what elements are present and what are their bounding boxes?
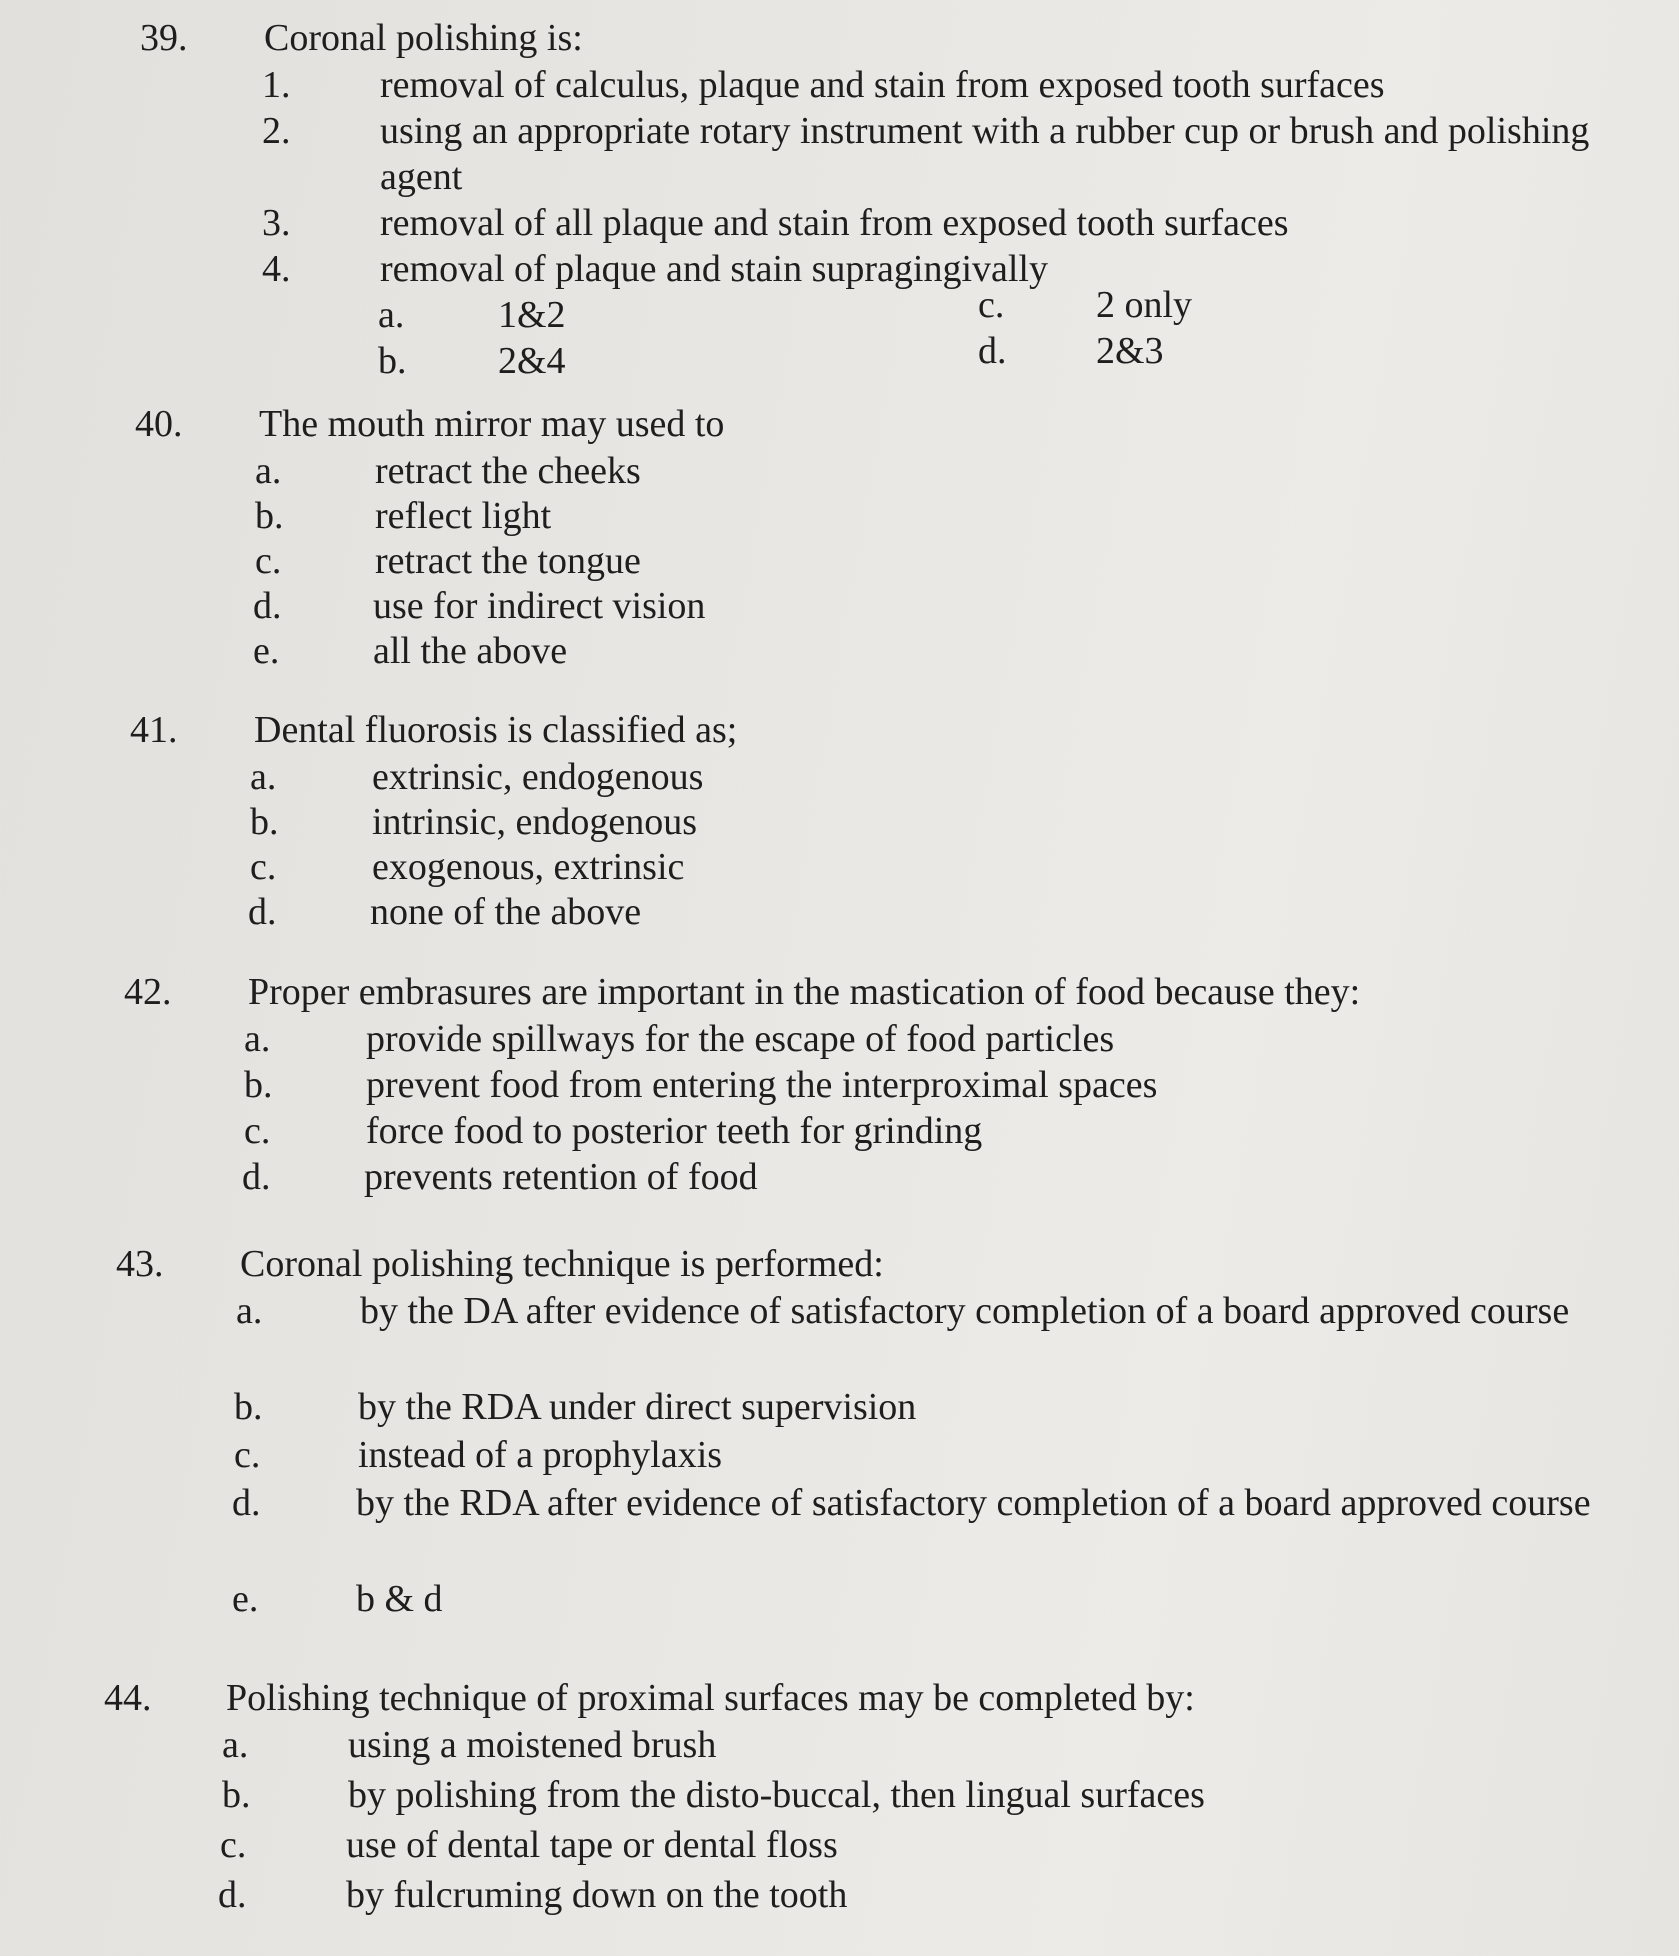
option-text: by fulcruming down on the tooth: [346, 1874, 848, 1916]
question-prompt: Proper embrasures are important in the mastication of food because they:: [248, 971, 1361, 1013]
answer-option: [124, 1154, 1679, 1200]
question-prompt: Coronal polishing is:: [264, 17, 583, 59]
answer-option: [116, 1384, 1679, 1432]
option-label: d.: [232, 1482, 261, 1524]
option-label: a.: [244, 1018, 271, 1060]
answer-option: [135, 448, 1679, 493]
option-label: d.: [218, 1874, 247, 1916]
answer-option: [135, 628, 1679, 673]
answer-text: 2 only: [1096, 284, 1193, 326]
statement-label: 4.: [262, 248, 291, 290]
option-label: a.: [236, 1290, 263, 1332]
question-prompt: Coronal polishing technique is performed:: [240, 1243, 884, 1285]
option-label: b.: [234, 1386, 263, 1428]
option-text: by the RDA after evidence of satisfactory completion of a board approved course: [356, 1482, 1591, 1524]
statement-label: 2.: [262, 110, 291, 152]
option-text: by the DA after evidence of satisfactory completion of a board approved course: [360, 1290, 1570, 1332]
answer-label: d.: [978, 330, 1007, 372]
statement-item: [140, 246, 1679, 292]
question-41: [130, 706, 1679, 934]
answer-option: [130, 754, 1679, 799]
question-number: 39.: [140, 17, 188, 59]
answer-option: [116, 1576, 1679, 1624]
answer-option: [124, 1108, 1679, 1154]
option-text: by polishing from the disto-buccal, then lingual surfaces: [348, 1774, 1205, 1816]
option-label: a.: [222, 1724, 249, 1766]
question-42: [124, 968, 1679, 1200]
question-number: 42.: [124, 971, 172, 1013]
answer-text: 2&4: [498, 340, 566, 382]
question-header: [124, 968, 1679, 1016]
question-header: [130, 706, 1679, 754]
question-header: [140, 14, 1679, 62]
option-text: use for indirect vision: [373, 585, 706, 627]
option-text: prevent food from entering the interproximal spaces: [366, 1064, 1158, 1106]
question-number: 41.: [130, 709, 178, 751]
question-43: [116, 1240, 1679, 1624]
answer-option: [135, 493, 1679, 538]
answer-option: [104, 1822, 1679, 1872]
answer-option: [130, 844, 1679, 889]
statement-text: removal of all plaque and stain from exposed tooth surfaces: [380, 202, 1289, 244]
option-text: prevents retention of food: [364, 1156, 758, 1198]
answer-text: 1&2: [498, 294, 566, 336]
statement-item: [140, 62, 1679, 108]
question-number: 44.: [104, 1677, 152, 1719]
option-label: d.: [248, 891, 277, 933]
answer-option: [135, 538, 1679, 583]
answer-option: [104, 1722, 1679, 1772]
option-label: b.: [244, 1064, 273, 1106]
answer-option: [135, 583, 1679, 628]
option-text: intrinsic, endogenous: [372, 801, 698, 843]
question-prompt: The mouth mirror may used to: [259, 403, 725, 445]
option-label: b.: [255, 495, 284, 537]
question-header: [104, 1674, 1679, 1722]
option-label: b.: [250, 801, 279, 843]
question-prompt: Polishing technique of proximal surfaces may be completed by:: [226, 1677, 1195, 1719]
option-text: b & d: [356, 1578, 443, 1620]
option-label: a.: [250, 756, 277, 798]
answer-option: [130, 889, 1679, 934]
option-text: provide spillways for the escape of food particles: [366, 1018, 1115, 1060]
option-text: exogenous, extrinsic: [372, 846, 685, 888]
answer-option: [116, 1432, 1679, 1480]
option-text: using a moistened brush: [348, 1724, 717, 1766]
statement-item: [140, 108, 1660, 200]
option-label: c.: [250, 846, 277, 888]
option-text: force food to posterior teeth for grinding: [366, 1110, 983, 1152]
statement-label: 1.: [262, 64, 291, 106]
option-text: retract the tongue: [375, 540, 641, 582]
option-text: retract the cheeks: [375, 450, 641, 492]
option-label: a.: [255, 450, 282, 492]
question-44: [104, 1674, 1679, 1922]
question-number: 40.: [135, 403, 183, 445]
answer-label: c.: [978, 284, 1005, 326]
option-text: none of the above: [370, 891, 642, 933]
option-text: extrinsic, endogenous: [372, 756, 704, 798]
answer-text: 2&3: [1096, 330, 1164, 372]
option-label: b.: [222, 1774, 251, 1816]
answer-label: a.: [378, 294, 405, 336]
statement-item: [140, 200, 1679, 246]
option-label: d.: [242, 1156, 271, 1198]
answer-combinations: [140, 284, 1679, 384]
question-header: [135, 400, 1679, 448]
answer-option: [116, 1288, 1660, 1384]
statement-text: using an appropriate rotary instrument with a rubber cup or brush and polishing agent: [380, 110, 1590, 198]
option-text: reflect light: [375, 495, 552, 537]
option-label: d.: [253, 585, 282, 627]
option-text: use of dental tape or dental floss: [346, 1824, 838, 1866]
question-40: [135, 400, 1679, 673]
option-label: c.: [244, 1110, 271, 1152]
answer-option: [124, 1062, 1679, 1108]
question-prompt: Dental fluorosis is classified as;: [254, 709, 738, 751]
question-number: 43.: [116, 1243, 164, 1285]
answer-option: [124, 1016, 1679, 1062]
option-text: instead of a prophylaxis: [358, 1434, 723, 1476]
answer-option: [104, 1872, 1679, 1922]
option-label: e.: [232, 1578, 259, 1620]
question-39: [140, 14, 1679, 384]
answer-label: b.: [378, 340, 407, 382]
option-label: c.: [220, 1824, 247, 1866]
option-text: all the above: [373, 630, 568, 672]
option-label: e.: [253, 630, 280, 672]
option-label: c.: [234, 1434, 261, 1476]
statement-text: removal of plaque and stain supragingivally: [380, 248, 1048, 290]
answer-option: [104, 1772, 1679, 1822]
option-text: by the RDA under direct supervision: [358, 1386, 917, 1428]
answer-option: [130, 799, 1679, 844]
statement-label: 3.: [262, 202, 291, 244]
statement-text: removal of calculus, plaque and stain from exposed tooth surfaces: [380, 64, 1385, 106]
question-header: [116, 1240, 1679, 1288]
option-label: c.: [255, 540, 282, 582]
answer-option: [116, 1480, 1679, 1576]
